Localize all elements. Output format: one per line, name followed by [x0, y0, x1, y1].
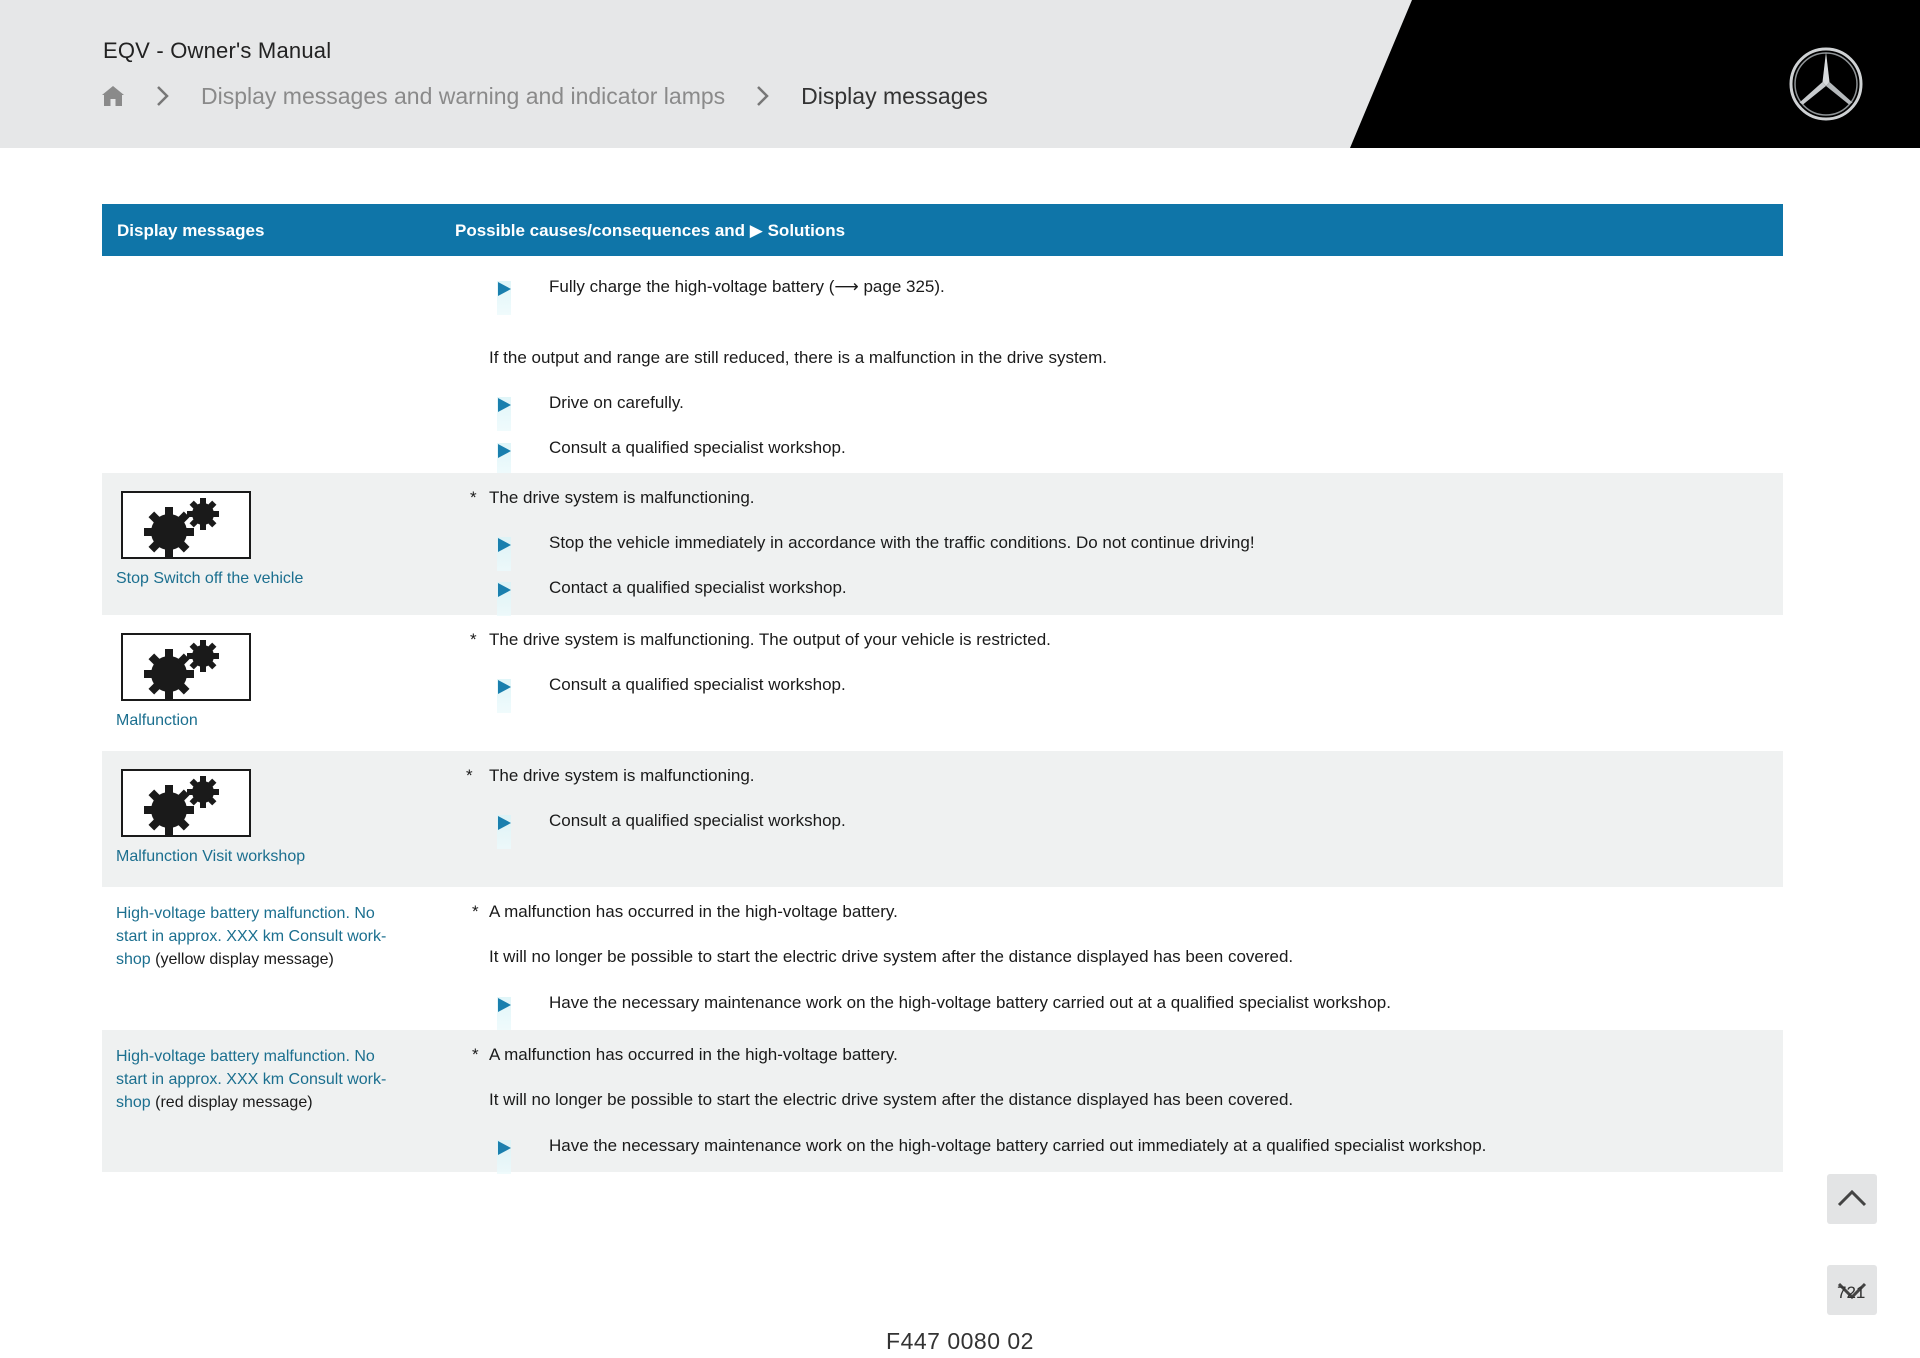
solution-text: Have the necessary maintenance work on the high-voltage battery carried out immediately at a qualified specialist workshop. [549, 1136, 1487, 1155]
display-message-label: High-voltage battery malfunction. No start in approx. XXX km Consult work- shop (yellow display message) [116, 905, 387, 968]
drive-system-gears-icon [121, 491, 251, 559]
solution-text: Consult a qualified specialist workshop. [549, 675, 846, 694]
cause-bullet: * [470, 488, 477, 507]
solution-arrow-icon [495, 995, 515, 1017]
solution-text: Consult a qualified specialist workshop. [549, 811, 846, 830]
cause-text: A malfunction has occurred in the high-voltage battery. [489, 1045, 898, 1064]
solution-arrow-icon [495, 535, 515, 557]
solution-arrow-icon [495, 1138, 515, 1160]
solution-text: Drive on carefully. [549, 393, 684, 412]
cause-text: If the output and range are still reduced, there is a malfunction in the drive system. [489, 348, 1108, 367]
display-message-label: Stop Switch off the vehicle [116, 570, 304, 587]
display-message-label: High-voltage battery malfunction. No start in approx. XXX km Consult work- shop (red display message) [116, 1048, 387, 1111]
display-message-label: Malfunction Visit workshop [116, 848, 306, 865]
note-text: It will no longer be possible to start the electric drive system after the distance displayed has been covered. [489, 947, 1294, 966]
drive-system-gears-icon [121, 769, 251, 837]
table-row [102, 751, 1783, 887]
cause-text: A malfunction has occurred in the high-voltage battery. [489, 902, 898, 921]
cause-text: The drive system is malfunctioning. [489, 766, 755, 785]
table-header [102, 204, 1783, 256]
breadcrumb [101, 80, 988, 112]
column-header-causes-solutions: Possible causes/consequences and ▶ Solutions [455, 221, 846, 240]
solution-text: Contact a qualified specialist workshop. [549, 578, 847, 597]
mercedes-star-logo [1788, 46, 1864, 122]
home-icon[interactable] [101, 84, 125, 108]
table-row [102, 1030, 1783, 1172]
solution-text: Consult a qualified specialist workshop. [549, 438, 846, 457]
table-row [102, 473, 1783, 615]
display-messages-table [102, 204, 1783, 1172]
solution-text: Have the necessary maintenance work on the high-voltage battery carried out at a qualified specialist workshop. [549, 993, 1391, 1012]
chevron-right-icon [749, 82, 777, 110]
cause-bullet: * [470, 630, 477, 649]
chevron-up-icon [1827, 1174, 1877, 1224]
cause-text: The drive system is malfunctioning. [489, 488, 755, 507]
note-text: It will no longer be possible to start the electric drive system after the distance displayed has been covered. [489, 1090, 1294, 1109]
page-header [0, 0, 1920, 148]
solution-arrow-icon [495, 279, 515, 301]
cause-bullet: * [466, 766, 473, 785]
table-row [102, 615, 1783, 751]
solution-arrow-icon [495, 813, 515, 835]
column-header-display-messages: Display messages [117, 221, 265, 240]
cause-bullet: * [472, 902, 479, 921]
drive-system-gears-icon [121, 633, 251, 701]
cause-bullet: * [472, 1045, 479, 1064]
solution-arrow-icon [495, 395, 515, 417]
solution-text: Fully charge the high-voltage battery (⟶ page 325). [549, 277, 945, 296]
solution-text: Stop the vehicle immediately in accordance with the traffic conditions. Do not continue driving! [549, 533, 1255, 552]
solution-arrow-icon [495, 580, 515, 602]
footer-document-code: F447 0080 02 [886, 1328, 1034, 1354]
chevron-right-icon [149, 82, 177, 110]
table-row [102, 887, 1783, 1030]
solution-arrow-icon [495, 677, 515, 699]
document-title: EQV - Owner's Manual [103, 38, 332, 63]
breadcrumb-link-warning-lamps[interactable]: Display messages and warning and indicator lamps [201, 82, 726, 109]
display-message-label: Malfunction [116, 712, 198, 729]
page-number: 721 [1837, 1283, 1866, 1302]
cause-text: The drive system is malfunctioning. The output of your vehicle is restricted. [489, 630, 1051, 649]
table-row [102, 256, 1783, 473]
breadcrumb-current: Display messages [801, 82, 988, 109]
scroll-to-top-button[interactable] [1827, 1174, 1877, 1224]
solution-arrow-icon [495, 441, 515, 463]
